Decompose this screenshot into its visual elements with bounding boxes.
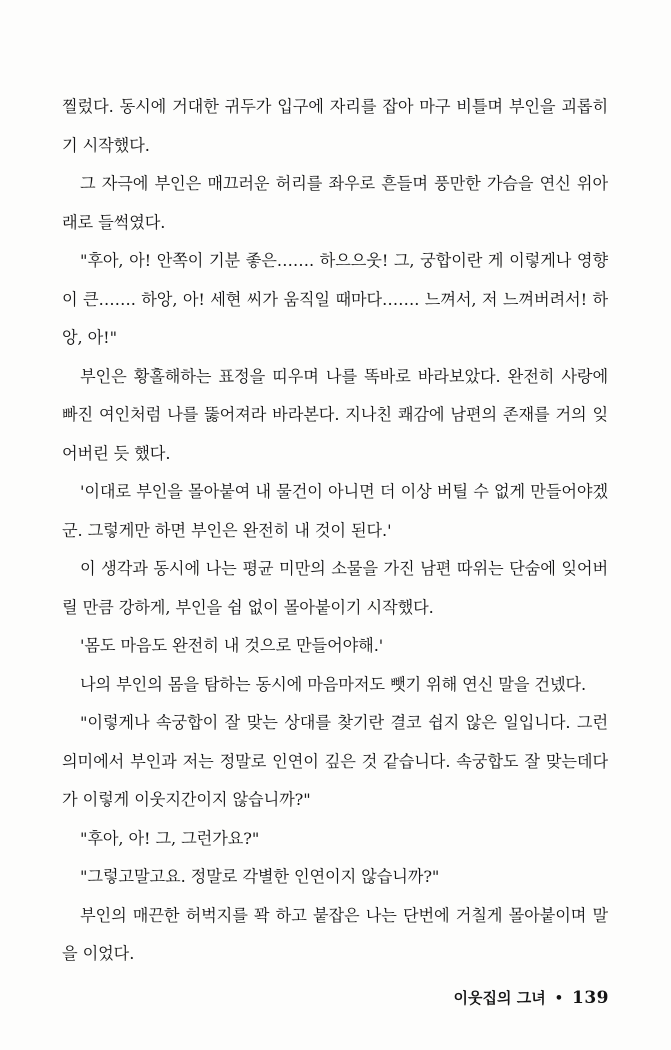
page-number: 139 (572, 988, 609, 1008)
paragraph: 나의 부인의 몸을 탐하는 동시에 마음마저도 뺏기 위해 연신 말을 건넸다. (80, 674, 587, 694)
paragraph: 찔렀다. 동시에 거대한 귀두가 입구에 자리를 잡아 마구 비틀며 부인을 괴롭히기 시작했다. (62, 97, 608, 155)
paragraph: '몸도 마음도 완전히 내 것으로 만들어야해.' (80, 636, 384, 655)
paragraph: '이대로 부인을 몰아붙여 내 물건이 아니면 더 이상 버틸 수 없게 만들어야겠군. 그렇게만 하면 부인은 완전히 내 것이 된다.' (62, 482, 608, 540)
page-text-body (62, 88, 608, 974)
paragraph: 부인은 황홀해하는 표정을 띠우며 나를 똑바로 바라보았다. 완전히 사랑에 빠진 여인처럼 나를 뚫어져라 바라본다. 지나친 쾌감에 남편의 존재를 거의 잊어버린 듯 했다. (62, 366, 608, 463)
book-title: 이웃집의 그녀 (453, 989, 546, 1007)
paragraph: "이렇게나 속궁합이 잘 맞는 상대를 찾기란 결코 쉽지 않은 일입니다. 그런 의미에서 부인과 저는 정말로 인연이 깊은 것 같습니다. 속궁합도 잘 맞는데다가 이렇게 이웃지간이지 않습니까?" (62, 713, 608, 809)
page-footer (454, 987, 609, 1008)
paragraph: "후아, 아! 그, 그런가요?" (80, 828, 260, 848)
paragraph: 그 자극에 부인은 매끄러운 허리를 좌우로 흔들며 풍만한 가슴을 연신 위아래로 들썩였다. (62, 174, 608, 232)
paragraph: 부인의 매끈한 허벅지를 꽉 하고 붙잡은 나는 단번에 거칠게 몰아붙이며 말을 이었다. (62, 905, 608, 963)
footer-separator: • (554, 991, 563, 1006)
paragraph: "후아, 아! 안쪽이 기분 좋은……. 하으으웃! 그, 궁합이란 게 이렇게나 영향이 큰……. 하앙, 아! 세현 씨가 움직일 때마다……. 느껴서, 저 느껴버려서! 하앙, 아!" (62, 251, 608, 347)
paragraph: 이 생각과 동시에 나는 평균 미만의 소물을 가진 남편 따위는 단숨에 잊어버릴 만큼 강하게, 부인을 쉼 없이 몰아붙이기 시작했다. (62, 559, 608, 617)
paragraph: "그렇고말고요. 정말로 각별한 인연이지 않습니까?" (80, 867, 440, 886)
